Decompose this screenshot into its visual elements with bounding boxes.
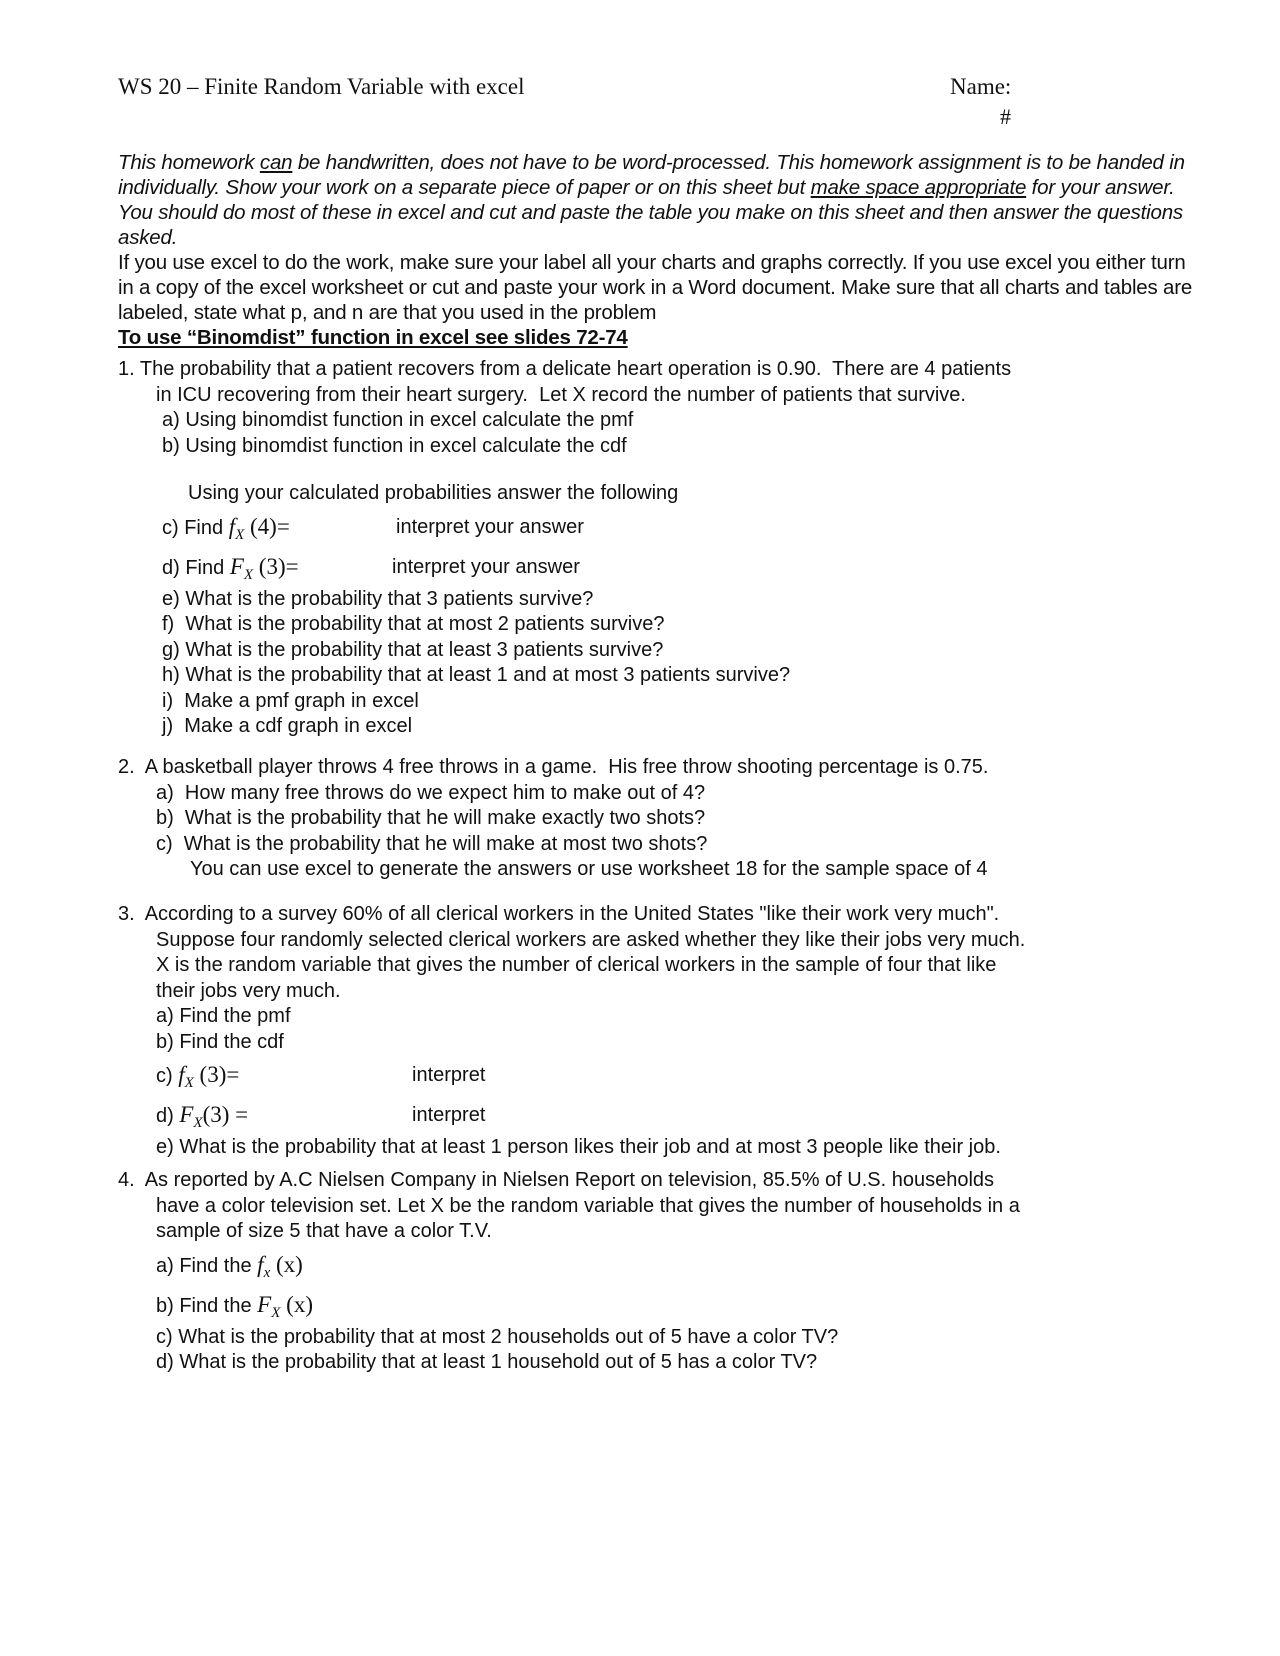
q3-c-expression: $f_X$ (3)= (178, 1062, 240, 1091)
q3-d-expression: $F_X(3)$ = (179, 1102, 249, 1131)
q1-item-d: d) Find $F_X$ (3)= interpret your answer (162, 553, 580, 583)
q3-item-e: e) What is the probability that at least 1 person likes their job and at most 3 people like their job. (156, 1136, 1001, 1158)
q3-line-2: Suppose four randomly selected clerical workers are asked whether they like their jobs very much. (156, 928, 1026, 951)
q2-item-b: b) What is the probability that he will make exactly two shots? (156, 807, 706, 829)
question-3 (118, 902, 1208, 1161)
q4-item-d: d) What is the probability that at least 1 household out of 5 has a color TV? (156, 1351, 818, 1373)
instructions-italic: This homework can be handwritten, does not have to be word-processed. This homework assignment is to be handed in individually. Show your work on a separate piece of paper or on this sheet but make space appropriate for your answer. You should do most of these in excel and cut and paste the table you make on this sheet and then answer the questions asked. (118, 151, 1185, 249)
q1-item-c: c) Find $f_X$ (4)= interpret your answer (162, 513, 584, 543)
question-4 (118, 1168, 1208, 1376)
question-2 (118, 755, 1208, 883)
instructions (118, 150, 1198, 350)
q4-b-expression: $F_X$ (x) (257, 1291, 313, 1321)
q4-a-expression: $f_x$ (x) (257, 1251, 303, 1281)
q1-item-f: f) What is the probability that at most 2 patients survive? (162, 613, 665, 635)
q3-item-d: d) $F_X(3)$ = interpret (156, 1102, 486, 1131)
q2-line-1: 2. A basketball player throws 4 free throws in a game. His free throw shooting percentage is 0.75. (118, 756, 989, 778)
q3-item-c: c) $f_X$ (3)= interpret (156, 1062, 486, 1091)
instructions-excel: If you use excel to do the work, make sure your label all your charts and graphs correctly. If you use excel you either turn in a copy of the excel worksheet or cut and paste your work in a Word document. Make sure that all charts and tables are labeled, state what p, and n are that you used in the problem (118, 251, 1193, 324)
q1-line-2: in ICU recovering from their heart surgery. Let X record the number of patients that survive. (156, 383, 966, 406)
q1-item-i: i) Make a pmf graph in excel (162, 689, 419, 712)
number-label: # (1000, 104, 1011, 129)
q3-item-b: b) Find the cdf (156, 1030, 284, 1053)
q3-item-a: a) Find the pmf (156, 1005, 291, 1027)
q1-item-b: b) Using binomdist function in excel calculate the cdf (162, 434, 627, 457)
q1-item-e: e) What is the probability that 3 patients survive? (162, 587, 594, 610)
q1-using-note: Using your calculated probabilities answer the following (188, 482, 679, 504)
q4-line-3: sample of size 5 that have a color T.V. (156, 1220, 492, 1242)
q1-c-expression: $f_X$ (4)= (228, 513, 290, 543)
question-1 (118, 357, 1208, 740)
q4-line-2: have a color television set. Let X be the random variable that gives the number of households in a (156, 1194, 1020, 1217)
q1-line-1: 1. The probability that a patient recovers from a delicate heart operation is 0.90. There are 4 patients (118, 358, 1012, 380)
q2-note: You can use excel to generate the answers or use worksheet 18 for the sample space of 4 (190, 858, 988, 880)
q4-line-1: 4. As reported by A.C Nielsen Company in Nielsen Report on television, 85.5% of U.S. households (118, 1169, 995, 1191)
q4-item-c: c) What is the probability that at most 2 households out of 5 have a color TV? (156, 1325, 839, 1348)
q1-item-a: a) Using binomdist function in excel calculate the pmf (162, 409, 634, 431)
q1-d-expression: $F_X$ (3)= (229, 553, 299, 583)
q1-item-h: h) What is the probability that at least 1 and at most 3 patients survive? (162, 664, 791, 686)
binomdist-note: To use “Binomdist” function in excel see slides 72-74 (118, 326, 628, 349)
q1-item-j: j) Make a cdf graph in excel (162, 715, 413, 737)
q4-item-a: a) Find the $f_x$ (x) (156, 1251, 303, 1281)
q4-item-b: b) Find the $F_X$ (x) (156, 1291, 313, 1321)
name-label: Name: (950, 74, 1012, 99)
worksheet-title: WS 20 – Finite Random Variable with excel (118, 74, 525, 99)
q2-item-c: c) What is the probability that he will make at most two shots? (156, 832, 708, 855)
q3-line-3: X is the random variable that gives the number of clerical workers in the sample of four that like (156, 954, 997, 976)
q2-item-a: a) How many free throws do we expect him to make out of 4? (156, 781, 706, 804)
q1-item-g: g) What is the probability that at least 3 patients survive? (162, 638, 664, 661)
q3-line-4: their jobs very much. (156, 979, 341, 1002)
q3-line-1: 3. According to a survey 60% of all clerical workers in the United States "like their work very much". (118, 903, 1000, 925)
